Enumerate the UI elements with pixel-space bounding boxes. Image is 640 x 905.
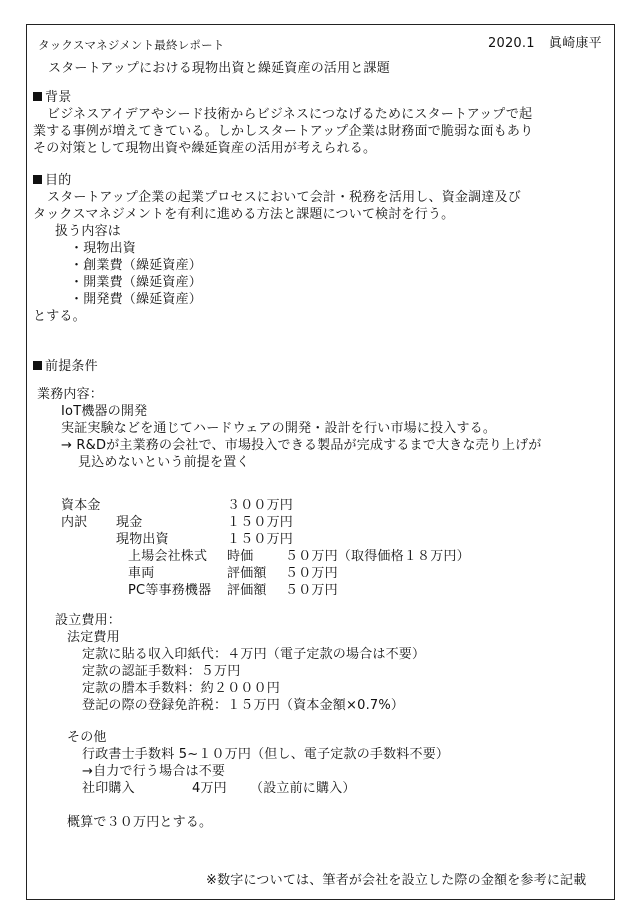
heading-premise: 前提条件 <box>33 359 98 375</box>
statutory-label: 法定費用 <box>67 630 120 645</box>
square-bullet-icon <box>33 175 42 184</box>
square-bullet-icon <box>33 361 42 370</box>
asset-basis: 評価額 <box>227 566 267 581</box>
rd-note: → R&Dが主業務の会社で、市場投入できる製品が完成するまで大きな売り上げが <box>61 438 542 453</box>
statutory-item: 定款の認証手数料：５万円 <box>82 664 241 679</box>
scope-item: ・創業費（繰延資産） <box>70 258 203 273</box>
business-title: IoT機器の開発 <box>61 404 148 419</box>
asset-basis: 時価 <box>227 549 254 564</box>
capital-label: 資本金 <box>61 498 101 513</box>
scope-intro: 扱う内容は <box>55 224 122 239</box>
seal-amount: 4万円 <box>192 781 227 796</box>
seal-label: 社印購入 <box>82 781 135 796</box>
capital-amount: ３００万円 <box>227 498 294 513</box>
asset-value: ５０万円 <box>285 566 338 581</box>
scope-closing: とする。 <box>33 309 86 324</box>
cost-estimate: 概算で３０万円とする。 <box>67 815 213 830</box>
purpose-line: スタートアップ企業の起業プロセスにおいて会計・税務を活用し、資金調達及び <box>47 190 521 205</box>
asset-value: ５０万円 <box>285 583 338 598</box>
scope-item: ・開業費（繰延資産） <box>70 275 203 290</box>
purpose-line: タックスマネジメントを有利に進める方法と課題について検討を行う。 <box>33 207 455 222</box>
asset-basis: 評価額 <box>227 583 267 598</box>
background-line: その対策として現物出資や繰延資産の活用が考えられる。 <box>33 141 377 156</box>
rd-note: 見込めないという前提を置く <box>78 455 250 470</box>
setup-costs-label: 設立費用： <box>55 613 122 628</box>
asset-name: PC等事務機器 <box>128 583 212 598</box>
statutory-item: 登記の際の登録免許税：１５万円（資本金額×0.7%） <box>82 698 405 713</box>
business-label: 業務内容： <box>37 387 104 402</box>
asset-value: ５０万円（取得価格１８万円） <box>285 549 470 564</box>
background-line: 業する事例が増えてきている。しかしスタートアップ企業は財務面で脆弱な面もあり <box>33 124 534 139</box>
other-item: 行政書士手数料 5~１０万円（但し、電子定款の手数料不要） <box>82 747 450 762</box>
other-label: その他 <box>67 730 107 745</box>
page-title: スタートアップにおける現物出資と繰延資産の活用と課題 <box>48 61 390 76</box>
inkind-label: 現物出資 <box>116 532 169 547</box>
cash-label: 現金 <box>116 515 143 530</box>
report-date: 2020.1 <box>488 36 535 51</box>
statutory-item: 定款の謄本手数料：約２０００円 <box>82 681 281 696</box>
author-name: 眞崎康平 <box>549 36 602 51</box>
heading-background: 背景 <box>33 90 71 106</box>
statutory-item: 定款に貼る収入印紙代：４万円（電子定款の場合は不要） <box>82 647 426 662</box>
other-item: →自力で行う場合は不要 <box>82 764 226 779</box>
footnote: ※数字については、筆者が会社を設立した際の金額を参考に記載 <box>206 873 587 888</box>
scope-item: ・現物出資 <box>70 241 137 256</box>
square-bullet-icon <box>33 92 42 101</box>
asset-name: 車両 <box>128 566 155 581</box>
scope-item: ・開発費（繰延資産） <box>70 292 203 307</box>
breakdown-label: 内訳 <box>61 515 88 530</box>
inkind-amount: １５０万円 <box>227 532 294 547</box>
heading-purpose: 目的 <box>33 173 71 189</box>
asset-name: 上場会社株式 <box>128 549 208 564</box>
background-line: ビジネスアイデアやシード技術からビジネスにつなげるためにスタートアップで起 <box>47 107 533 122</box>
cash-amount: １５０万円 <box>227 515 294 530</box>
business-description: 実証実験などを通じてハードウェアの開発・設計を行い市場に投入する。 <box>61 421 497 436</box>
seal-note: （設立前に購入） <box>250 781 356 796</box>
course-name: タックスマネジメント最終レポート <box>38 38 225 52</box>
